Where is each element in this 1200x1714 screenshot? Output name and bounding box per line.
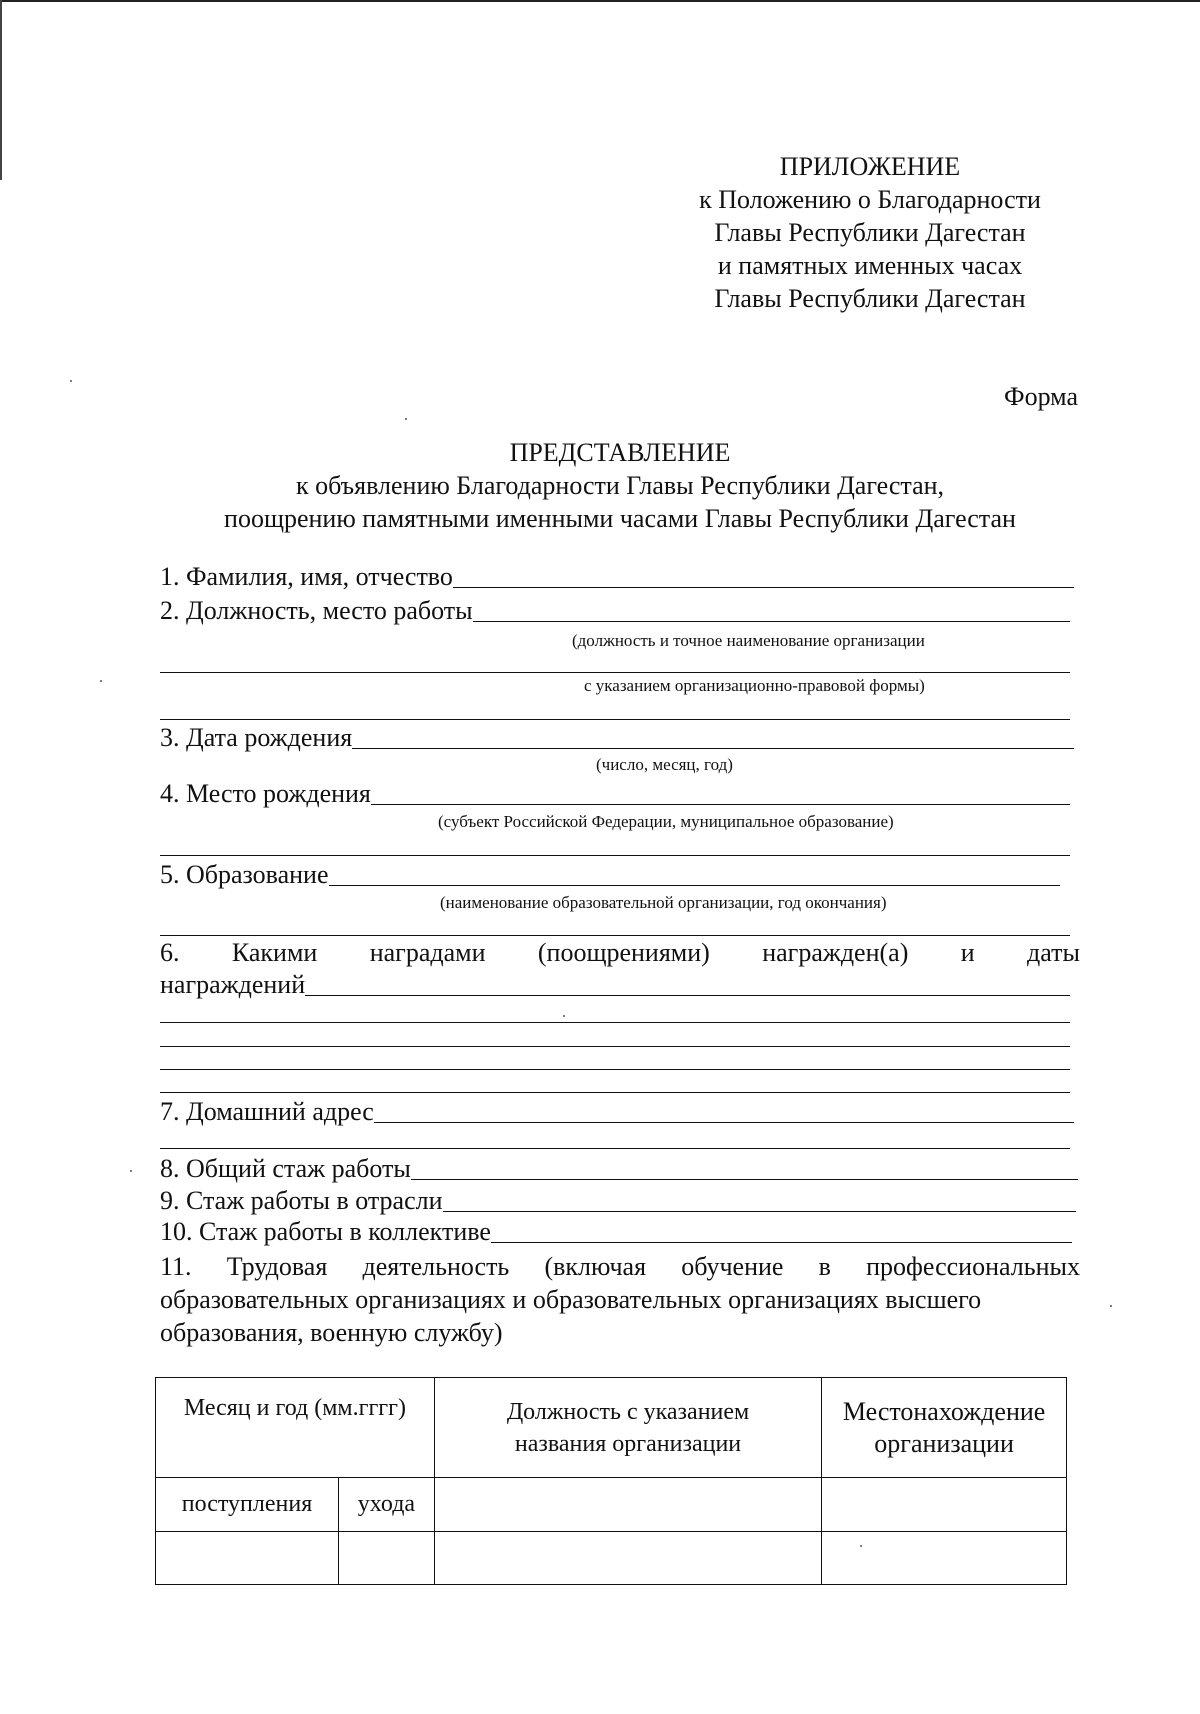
field-employment-history: [160, 1250, 1080, 1349]
awards-label-word: 6.: [160, 938, 180, 967]
position-blank-line-3[interactable]: [160, 719, 1070, 720]
position-blank[interactable]: [473, 595, 1070, 622]
awards-blank[interactable]: [305, 969, 1070, 996]
table-cell[interactable]: [434, 1478, 821, 1532]
appendix-line: и памятных именных часах: [717, 251, 1023, 280]
position-blank-line-2[interactable]: [160, 672, 1070, 673]
field-birth-date: [160, 722, 1074, 752]
field-label: 5. Образование: [160, 860, 329, 889]
employment-history-word: (включая: [544, 1252, 647, 1281]
table-header-text: названия организации: [514, 1430, 742, 1457]
document-subtitle: к объявлению Благодарности Главы Республики Дагестан,: [295, 471, 945, 500]
employment-history-word: обучение: [681, 1252, 784, 1281]
employment-history-line: [160, 1250, 1080, 1283]
table-subheader-exit: ухода: [339, 1478, 435, 1532]
field-hint: (должность и точное наименование организации: [572, 631, 925, 650]
table-cell[interactable]: [822, 1478, 1067, 1532]
scan-speck: [130, 1170, 132, 1172]
field-hint: (число, месяц, год): [596, 755, 733, 774]
scan-speck: [100, 680, 102, 682]
field-label: 4. Место рождения: [160, 779, 371, 808]
field-label: 8. Общий стаж работы: [160, 1154, 411, 1183]
employment-table: [155, 1377, 1067, 1585]
field-full-name: [160, 561, 1074, 591]
appendix-title: ПРИЛОЖЕНИЕ: [779, 152, 961, 181]
table-cell[interactable]: [156, 1532, 339, 1585]
table-cell[interactable]: [822, 1532, 1067, 1585]
field-label: 3. Дата рождения: [160, 723, 353, 752]
scan-speck: [70, 380, 72, 382]
table-row: [156, 1532, 1067, 1585]
awards-blank-line-3[interactable]: [160, 1046, 1070, 1047]
scan-speck: [405, 418, 407, 420]
document-title: ПРЕДСТАВЛЕНИЕ: [509, 438, 731, 467]
employment-history-text: образования, военную службу): [160, 1318, 503, 1347]
industry-experience-blank[interactable]: [443, 1185, 1076, 1212]
employment-history-word: в: [818, 1252, 831, 1281]
employment-history-line: [160, 1316, 1080, 1349]
appendix-line: к Положению о Благодарности: [699, 185, 1041, 214]
field-home-address: [160, 1096, 1074, 1126]
field-hint: (наименование образовательной организации, год окончания): [440, 893, 887, 912]
document-title-block: [0, 436, 1200, 535]
education-blank-line-2[interactable]: [160, 935, 1070, 936]
awards-blank-line-4[interactable]: [160, 1069, 1070, 1070]
awards-label-word: награжден(а): [762, 938, 909, 967]
home-address-blank[interactable]: [374, 1096, 1074, 1123]
awards-blank-line-5[interactable]: [160, 1092, 1070, 1093]
employment-history-word: Трудовая: [226, 1252, 328, 1281]
field-label: 9. Стаж работы в отрасли: [160, 1186, 443, 1215]
scan-speck: [1110, 1305, 1112, 1307]
total-experience-blank[interactable]: [411, 1153, 1078, 1180]
table-header-position: [434, 1378, 821, 1478]
field-hint: (субъект Российской Федерации, муниципальное образование): [438, 812, 894, 831]
table-cell[interactable]: [434, 1532, 821, 1585]
table-header-text: Местонахождение: [842, 1396, 1046, 1426]
field-birth-place: [160, 778, 1070, 808]
document-subtitle: поощрению памятными именными часами Главы Республики Дагестан: [224, 504, 1016, 533]
field-team-experience: [160, 1216, 1072, 1246]
awards-label-word: Какими: [231, 938, 318, 967]
appendix-header: [630, 150, 1110, 315]
field-label: 1. Фамилия, имя, отчество: [160, 562, 453, 591]
scan-speck: [563, 1015, 565, 1017]
field-total-experience: [160, 1153, 1078, 1183]
field-awards: [160, 969, 1070, 999]
birth-place-blank-line-2[interactable]: [160, 855, 1070, 856]
employment-history-word: 11.: [160, 1252, 192, 1281]
field-label: 7. Домашний адрес: [160, 1097, 374, 1126]
scan-speck: [860, 1545, 862, 1547]
table-subheader-entry: поступления: [156, 1478, 339, 1532]
page-top-edge: [0, 0, 1200, 2]
form-label: Форма: [1004, 382, 1078, 411]
table-header-row: [156, 1378, 1067, 1478]
table-header-location: [822, 1378, 1067, 1478]
table-header-month-year: Месяц и год (мм.гггг): [156, 1378, 435, 1478]
field-hint: с указанием организационно-правовой формы): [584, 676, 925, 695]
awards-blank-line-2[interactable]: [160, 1022, 1070, 1023]
awards-label-word: (поощрениями): [537, 938, 710, 967]
full-name-blank[interactable]: [453, 561, 1074, 588]
awards-label-word: даты: [1027, 938, 1080, 967]
page-left-edge: [0, 0, 2, 180]
awards-label-word: и: [960, 938, 975, 967]
birth-place-blank[interactable]: [371, 778, 1070, 805]
field-label: 2. Должность, место работы: [160, 596, 473, 625]
table-header-text: Должность с указанием: [506, 1398, 750, 1425]
table-header-text: организации: [874, 1428, 1014, 1458]
employment-history-line: [160, 1283, 1080, 1316]
employment-history-text: образовательных организациях и образовательных организациях высшего: [160, 1285, 982, 1314]
appendix-line: Главы Республики Дагестан: [714, 218, 1026, 247]
field-position: [160, 595, 1070, 625]
awards-label-word: наградами: [369, 938, 486, 967]
education-blank[interactable]: [329, 859, 1060, 886]
home-address-blank-line-2[interactable]: [160, 1148, 1070, 1149]
team-experience-blank[interactable]: [491, 1216, 1072, 1243]
table-cell[interactable]: [339, 1532, 435, 1585]
employment-history-word: деятельность: [362, 1252, 510, 1281]
field-label: 10. Стаж работы в коллективе: [160, 1217, 491, 1246]
birth-date-blank[interactable]: [352, 722, 1074, 749]
table-subheader-row: [156, 1478, 1067, 1532]
field-industry-experience: [160, 1185, 1076, 1215]
field-label: награждений: [160, 970, 306, 999]
field-education: [160, 859, 1060, 889]
appendix-line: Главы Республики Дагестан: [714, 284, 1026, 313]
field-awards-label: [160, 938, 1080, 968]
employment-history-word: профессиональных: [866, 1252, 1080, 1281]
